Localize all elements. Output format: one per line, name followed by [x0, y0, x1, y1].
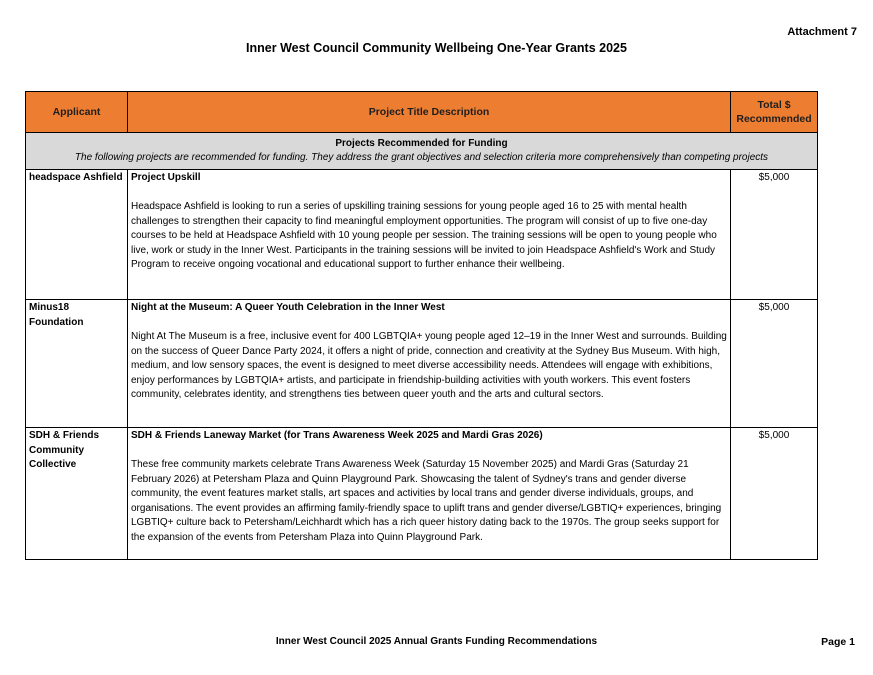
table-row: [26, 170, 818, 300]
page-number: Page 1: [821, 636, 855, 648]
project-title: Night at the Museum: A Queer Youth Celebration in the Inner West: [131, 302, 445, 313]
attachment-label: Attachment 7: [787, 26, 857, 38]
page-title: Inner West Council Community Wellbeing One-Year Grants 2025: [246, 41, 627, 55]
applicant-cell: SDH & Friends Community Collective: [26, 428, 128, 560]
amount-cell: $5,000: [731, 428, 818, 560]
applicant-cell: Minus18 Foundation: [26, 300, 128, 428]
project-description: Night At The Museum is a free, inclusive event for 400 LGBTQIA+ young people aged 12–19 in the Inner West and surrounds. Building on the success of Queer Dance Party 2024, it offers a night of pride, connection and creativity at the Sydney Bus Museum. With high, medium, and low sensory spaces, the event is designed to meet diverse accessibility needs. Attendees will engage with exhibitions, enjoy performances by LGBTQIA+ artists, and participate in friendship-building activities with youth workers. This event fosters community, celebrates identity, and strengthens ties between queer youth and the arts and cultural sectors.: [131, 331, 727, 400]
amount-cell: $5,000: [731, 300, 818, 428]
project-cell: [128, 428, 731, 560]
column-header-project: Project Title Description: [128, 92, 731, 133]
table-row: [26, 300, 818, 428]
column-header-applicant: Applicant: [26, 92, 128, 133]
section-header-row: [26, 133, 818, 170]
table-header-row: [26, 92, 818, 133]
project-cell: [128, 300, 731, 428]
footer-title: Inner West Council 2025 Annual Grants Funding Recommendations: [275, 636, 598, 647]
table-row: [26, 428, 818, 560]
project-title: Project Upskill: [131, 172, 201, 183]
section-description: The following projects are recommended for funding. They address the grant objectives and selection criteria more comprehensively than competing projects: [74, 152, 769, 163]
section-header-cell: [26, 133, 818, 170]
project-description: Headspace Ashfield is looking to run a series of upskilling training sessions for young people aged 16 to 25 with mental health challenges to strengthen their capacity to find meaningful employment opportunities. The program will consist of up to five one-day courses to be held at Headspace Ashfield with 10 young people per session. The training sessions will be open to young people who live, work or study in the Inner West. Participants in the training sessions will be invited to join Headspace Ashfield's Work and Study Program to receive ongoing vocational and educational support to further enhance their wellbeing.: [131, 201, 717, 270]
applicant-cell: headspace Ashfield: [26, 170, 128, 300]
column-header-amount: Total $ Recommended: [731, 92, 818, 133]
project-title: SDH & Friends Laneway Market (for Trans Awareness Week 2025 and Mardi Gras 2026): [131, 430, 543, 441]
grants-table: [25, 91, 818, 560]
project-description: These free community markets celebrate Trans Awareness Week (Saturday 15 November 2025) and Mardi Gras (Saturday 21 February 2026) at Petersham Plaza and Quinn Playground Park. Showcasing the talent of Sydney's trans and gender diverse community, the event features market stalls, art spaces and activities by local trans and gender diverse individuals, groups, and organisations. The event provides an affirming family-friendly space to uplift trans and gender diverse/LGBTIQ+ experiences, bringing LGBTIQ+ culture back to Petersham/Leichhardt which has a rich queer history dating back to the 1970s. The group seeks support for the expansion of the events from Petersham Plaza into Quinn Playground Park.: [131, 459, 722, 543]
section-title: Projects Recommended for Funding: [335, 137, 508, 149]
project-cell: [128, 170, 731, 300]
amount-cell: $5,000: [731, 170, 818, 300]
